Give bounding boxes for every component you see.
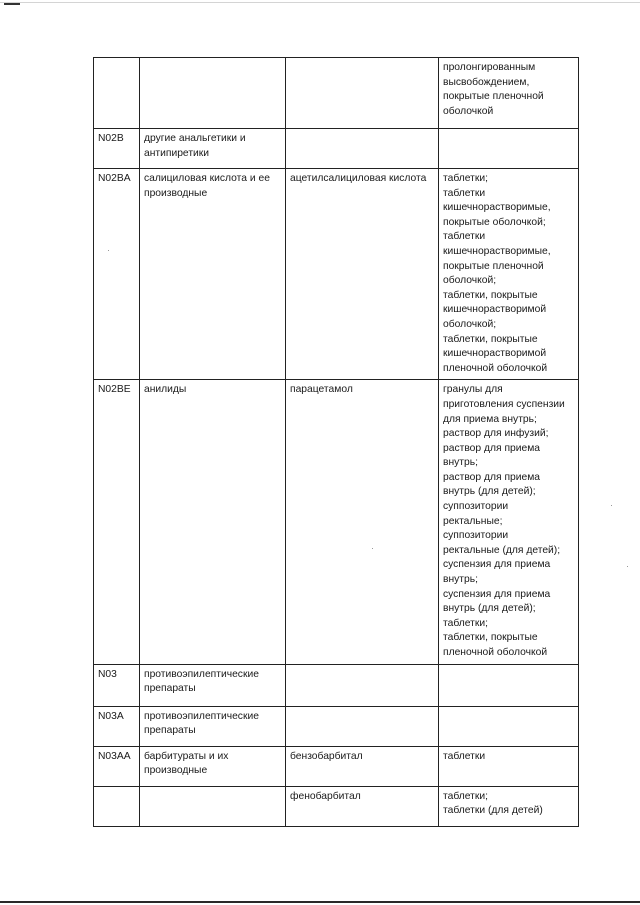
substance-cell: фенобарбитал — [286, 786, 439, 826]
substance-cell — [286, 664, 439, 706]
table-row — [94, 169, 579, 380]
atc-code-cell: N03A — [94, 706, 140, 746]
substance-cell — [286, 129, 439, 169]
atc-code-cell — [94, 58, 140, 129]
scan-mark — [4, 3, 20, 5]
atc-code-cell: N02BE — [94, 380, 140, 664]
atc-code-cell: N03 — [94, 664, 140, 706]
drug-list-table — [93, 57, 579, 827]
atc-code-cell — [94, 786, 140, 826]
scan-speck — [627, 566, 628, 567]
substance-cell — [286, 706, 439, 746]
atc-code-cell: N03AA — [94, 746, 140, 786]
group-cell: противоэпилептические препараты — [140, 706, 286, 746]
dosage-forms-cell: таблетки — [439, 746, 579, 786]
table-row — [94, 664, 579, 706]
dosage-forms-cell — [439, 706, 579, 746]
substance-cell: ацетилсалициловая кислота — [286, 169, 439, 380]
group-cell: противоэпилептические препараты — [140, 664, 286, 706]
table-row — [94, 706, 579, 746]
group-cell: барбитураты и их производные — [140, 746, 286, 786]
substance-cell: парацетамол — [286, 380, 439, 664]
scan-edge-top — [0, 2, 640, 3]
group-cell: салициловая кислота и ее производные — [140, 169, 286, 380]
atc-code-cell: N02B — [94, 129, 140, 169]
group-cell: другие анальгетики и антипиретики — [140, 129, 286, 169]
scan-speck — [611, 505, 612, 506]
dosage-forms-cell: таблетки; таблетки (для детей) — [439, 786, 579, 826]
table-row — [94, 129, 579, 169]
table-row — [94, 746, 579, 786]
dosage-forms-cell — [439, 129, 579, 169]
atc-code-cell: N02BA — [94, 169, 140, 380]
group-cell: анилиды — [140, 380, 286, 664]
substance-cell — [286, 58, 439, 129]
table-row — [94, 58, 579, 129]
table-row — [94, 380, 579, 664]
dosage-forms-cell — [439, 664, 579, 706]
dosage-forms-cell: таблетки; таблетки кишечнорастворимые, покрытые оболочкой; таблетки кишечнорастворимые, покрытые пленочной оболочкой; таблетки, покрытые кишечнорастворимой оболочкой; таблетки, покрытые кишечнорастворимой пленочной оболочкой — [439, 169, 579, 380]
group-cell — [140, 58, 286, 129]
group-cell — [140, 786, 286, 826]
substance-cell: бензобарбитал — [286, 746, 439, 786]
dosage-forms-cell: гранулы для приготовления суспензии для приема внутрь; раствор для инфузий; раствор для приема внутрь; раствор для приема внутрь (для детей); суппозитории ректальные; суппозитории ректальные (для детей); суспензия для приема внутрь; суспензия для приема внутрь (для детей); таблетки; таблетки, покрытые пленочной оболочкой — [439, 380, 579, 664]
table-row — [94, 786, 579, 826]
scan-edge-bottom — [0, 901, 640, 903]
dosage-forms-cell: пролонгированным высвобождением, покрытые пленочной оболочкой — [439, 58, 579, 129]
